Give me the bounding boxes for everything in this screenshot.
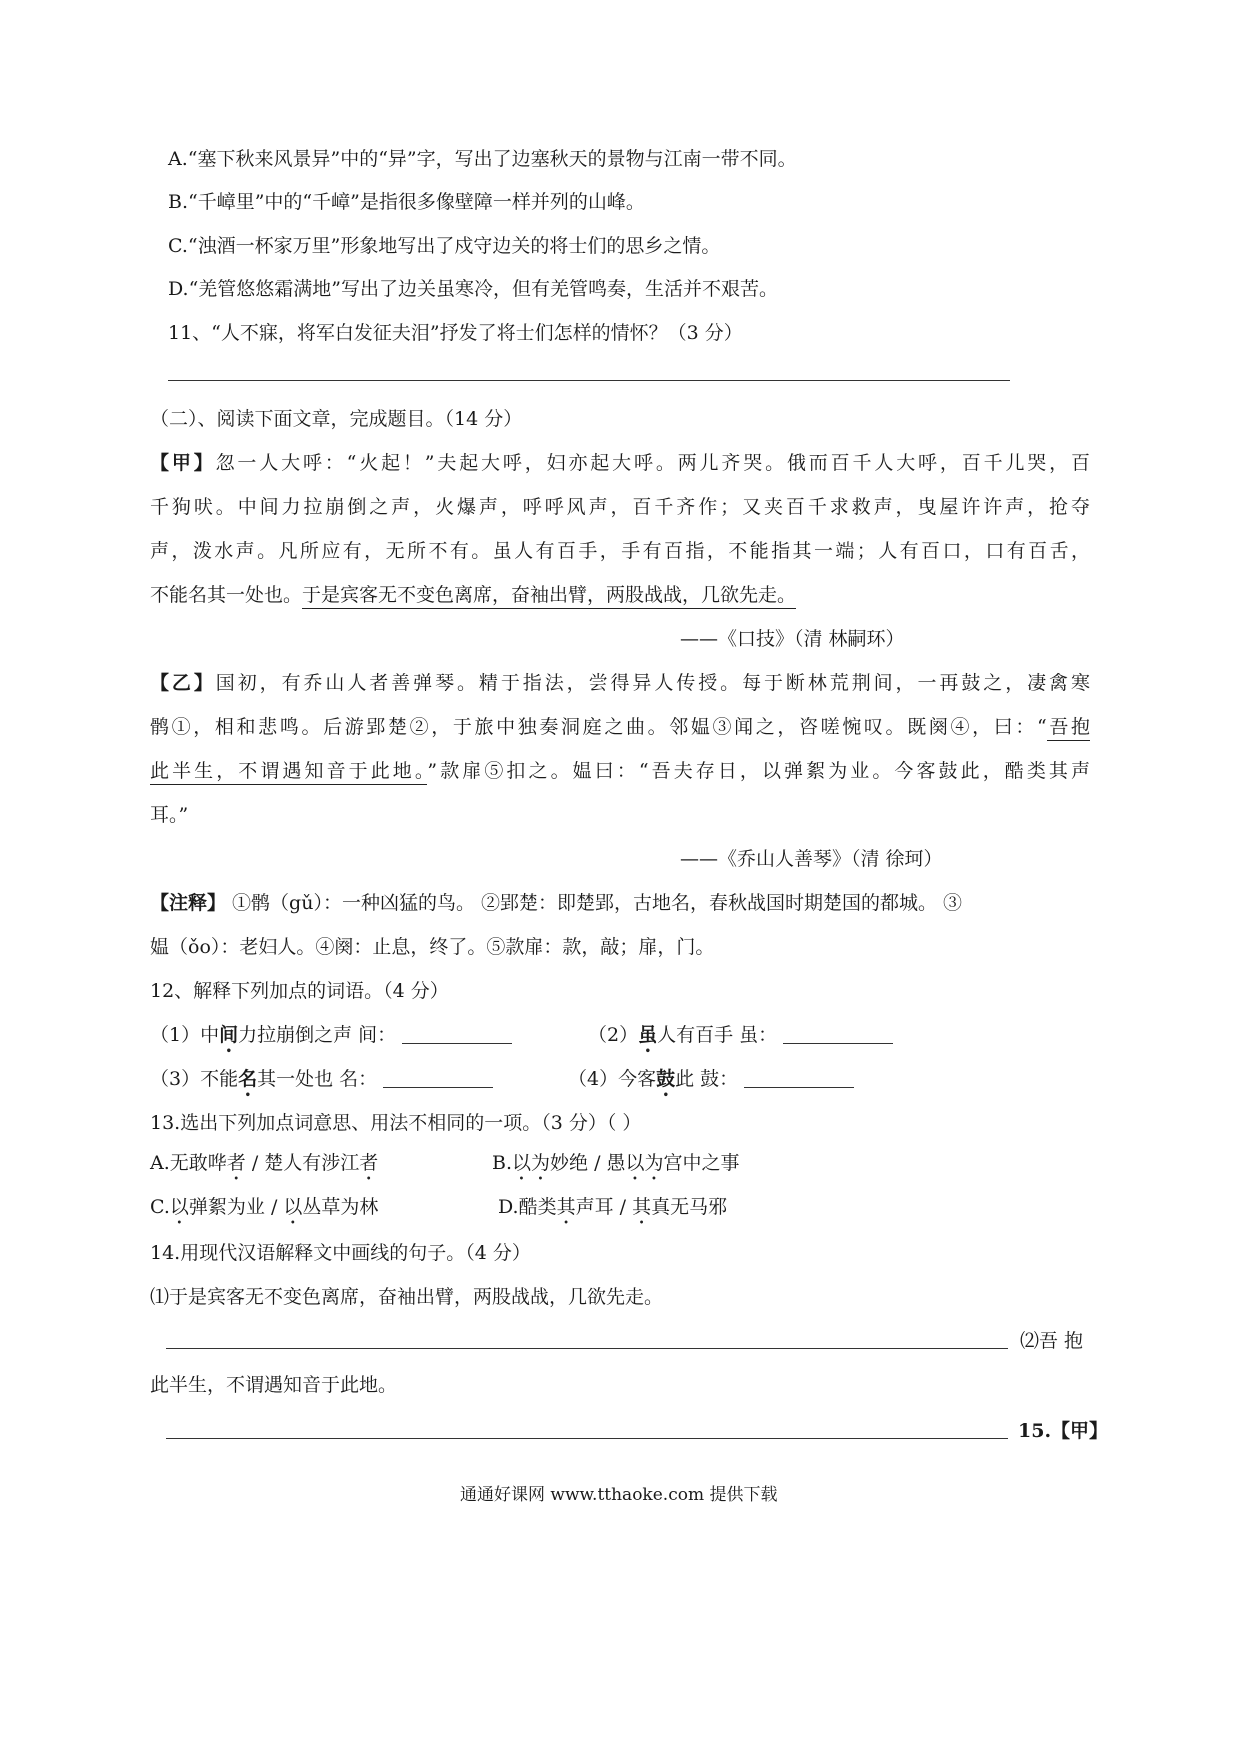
q12-blank-2[interactable] — [783, 1025, 893, 1044]
notes-line-2: 媪（ǒo）：老妇人。④阕：止息，终了。⑤款扉：款，敲；扉，门。 — [150, 936, 715, 958]
q14-answer-line-1[interactable] — [166, 1348, 1008, 1349]
q14-item-2-start: ⑵吾 抱 — [1020, 1330, 1084, 1352]
q11-answer-line[interactable] — [168, 380, 1010, 381]
jia-line-1: 【甲】忽一人大呼：“火起！”夫起大呼，妇亦起大呼。两儿齐哭。俄而百千人大呼，百千儿哭，百 — [150, 452, 1090, 474]
q10-option-b: B.“千嶂里”中的“千嶂”是指很多像壁障一样并列的山峰。 — [168, 191, 645, 213]
q13-option-c[interactable]: C.以弹絮为业 / 以丛草为林 — [150, 1196, 379, 1218]
q15-start: 15.【甲】 — [1018, 1420, 1109, 1442]
jia-line-3: 声，泼水声。凡所应有，无所不有。虽人有百手，手有百指，不能指其一端；人有百口，口有百舌， — [150, 540, 1090, 562]
q12-blank-1[interactable] — [402, 1025, 512, 1044]
q12-item-3: （3）不能名其一处也 名： — [150, 1066, 493, 1101]
notes-label: 【注释】 — [150, 892, 227, 914]
q13-option-a[interactable]: A.无敢哗者 / 楚人有涉江者 — [150, 1152, 379, 1174]
q14-title: 14.用现代汉语解释文中画线的句子。（4 分） — [150, 1242, 531, 1264]
q13-title: 13.选出下列加点词意思、用法不相同的一项。（3 分）（ ） — [150, 1112, 642, 1134]
q12-blank-4[interactable] — [744, 1069, 854, 1088]
q13-option-d[interactable]: D.酷类其声耳 / 其真无马邪 — [498, 1196, 728, 1218]
notes-line-1: 【注释】 ①鹘（gǔ）：一种凶猛的鸟。 ②郢楚：即楚郢，古地名，春秋战国时期楚国的都城。 ③ — [150, 892, 963, 914]
q12-item-1: （1）中间力拉崩倒之声 间： — [150, 1022, 512, 1057]
q10-option-d: D.“羌管悠悠霜满地”写出了边关虽寒冷，但有羌管鸣奏，生活并不艰苦。 — [168, 278, 779, 300]
q13-option-b[interactable]: B.以为妙绝 / 愚以为宫中之事 — [492, 1152, 740, 1174]
yi-line-4: 耳。” — [150, 804, 189, 826]
jia-underlined-sentence: 于是宾客无不变色离席，奋袖出臂，两股战战，几欲先走。 — [302, 584, 796, 609]
q14-item-1: ⑴于是宾客无不变色离席，奋袖出臂，两股战战，几欲先走。 — [150, 1286, 664, 1308]
q12-item-2: （2）虽人有百手 虽： — [588, 1022, 893, 1057]
q11-question: 11、“人不寐，将军白发征夫泪”抒发了将士们怎样的情怀？（3 分） — [168, 322, 743, 344]
q12-title: 12、解释下列加点的词语。（4 分） — [150, 980, 449, 1002]
jia-label: 【甲】 — [150, 452, 216, 474]
q10-option-c: C.“浊酒一杯家万里”形象地写出了戍守边关的将士们的思乡之情。 — [168, 235, 721, 257]
yi-source: ——《乔山人善琴》（清 徐珂） — [680, 848, 943, 870]
yi-line-2: 鹘①，相和悲鸣。后游郢楚②，于旅中独奏洞庭之曲。邻媪③闻之，咨嗟惋叹。既阕④，曰：“吾抱 — [150, 714, 1090, 740]
jia-source: ——《口技》（清 林嗣环） — [680, 628, 905, 650]
q14-item-2-cont: 此半生，不谓遇知音于此地。 — [150, 1374, 398, 1396]
q10-option-a: A.“塞下秋来风景异”中的“异”字，写出了边塞秋天的景物与江南一带不同。 — [168, 148, 797, 170]
page-footer: 通通好课网 www.tthaoke.com 提供下载 — [460, 1485, 778, 1505]
yi-line-1: 【乙】国初，有乔山人者善弹琴。精于指法，尝得异人传授。每于断林荒荆间，一再鼓之，凄禽寒 — [150, 672, 1090, 694]
jia-line-2: 千狗吠。中间力拉崩倒之声，火爆声，呼呼风声，百千齐作；又夹百千求救声，曳屋许许声，抢夺 — [150, 496, 1090, 518]
q12-item-4: （4）今客鼓此 鼓： — [568, 1066, 854, 1101]
yi-line-3: 此半生，不谓遇知音于此地。”款扉⑤扣之。媪曰：“吾夫存日，以弹絮为业。今客鼓此，酷类其声 — [150, 758, 1090, 784]
jia-line-4: 不能名其一处也。于是宾客无不变色离席，奋袖出臂，两股战战，几欲先走。 — [150, 582, 796, 608]
q14-answer-line-2[interactable] — [166, 1438, 1008, 1439]
yi-underlined-start: 吾抱 — [1047, 716, 1090, 741]
section2-heading: （二）、阅读下面文章，完成题目。（14 分） — [150, 408, 523, 430]
yi-label: 【乙】 — [150, 672, 216, 694]
q12-blank-3[interactable] — [383, 1069, 493, 1088]
yi-underlined-sentence: 此半生，不谓遇知音于此地。 — [150, 760, 427, 785]
